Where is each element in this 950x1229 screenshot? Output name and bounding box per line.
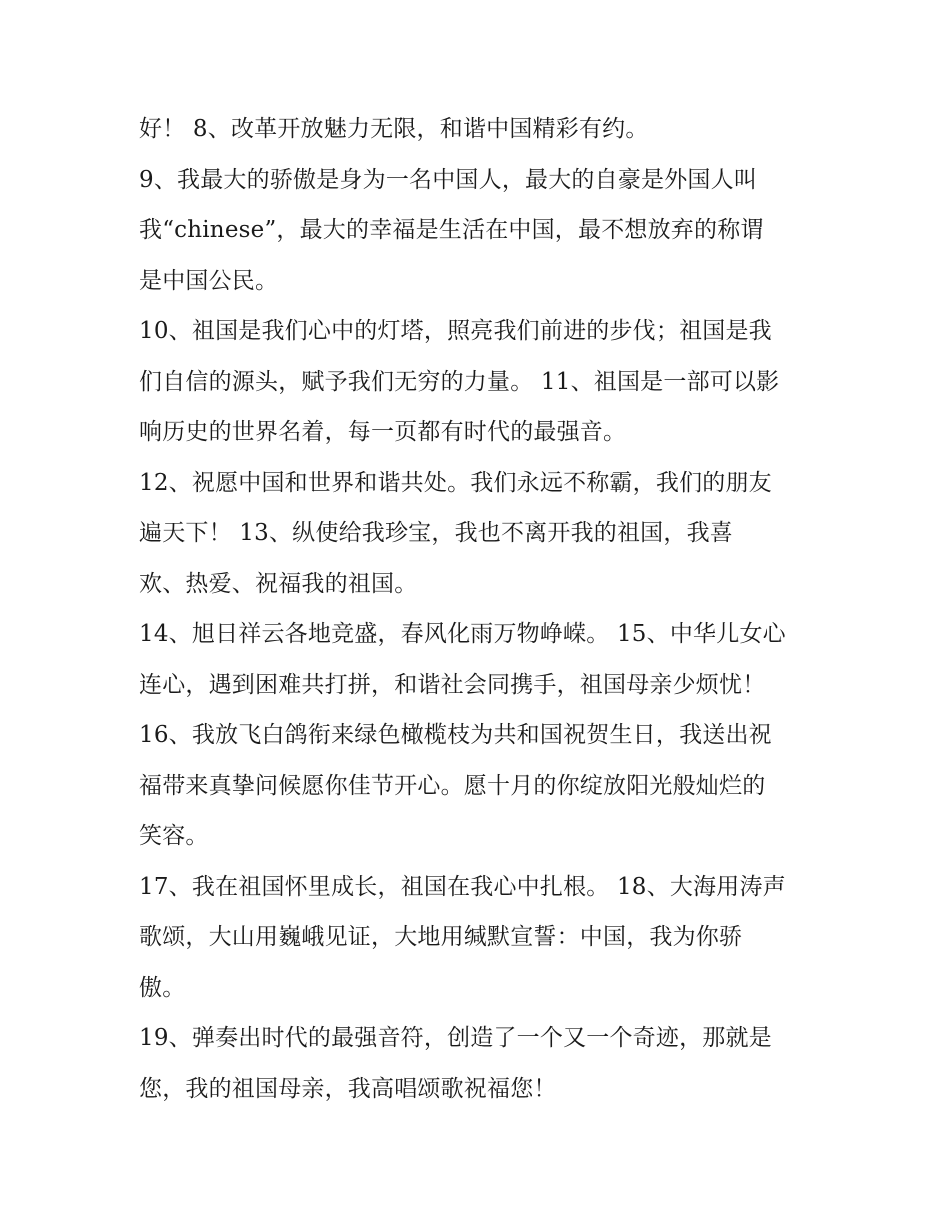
text-line: 19、弹奏出时代的最强音符，创造了一个又一个奇迹，那就是 bbox=[139, 1025, 772, 1051]
text-line: 9、我最大的骄傲是身为一名中国人，最大的自豪是外国人叫 bbox=[139, 166, 758, 193]
text-line: 10、祖国是我们心中的灯塔，照亮我们前进的步伐；祖国是我 bbox=[139, 318, 772, 344]
text-line: 响历史的世界名着，每一页都有时代的最强音。 bbox=[139, 419, 627, 445]
text-line: 17、我在祖国怀里成长，祖国在我心中扎根。 18、大海用涛声 bbox=[139, 873, 786, 900]
text-line: 傲。 bbox=[139, 974, 186, 1001]
text-line: 笑容。 bbox=[139, 823, 209, 849]
text-line: 您，我的祖国母亲，我高唱颂歌祝福您！ bbox=[139, 1075, 557, 1102]
text-line: 欢、热爱、祝福我的祖国。 bbox=[139, 570, 418, 597]
text-line: 连心，遇到困难共打拼，和谐社会同携手，祖国母亲少烦忧！ bbox=[139, 671, 766, 698]
text-line: 我“chinese”，最大的幸福是生活在中国，最不想放弃的称谓 bbox=[139, 217, 764, 243]
document-body bbox=[139, 104, 819, 1114]
text-line: 遍天下！ 13、纵使给我珍宝，我也不离开我的祖国，我喜 bbox=[139, 520, 733, 546]
text-line: 16、我放飞白鸽衔来绿色橄榄枝为共和国祝贺生日，我送出祝 bbox=[139, 722, 772, 748]
text-line: 是中国公民。 bbox=[139, 267, 279, 294]
text-line: 好！ 8、改革开放魅力无限，和谐中国精彩有约。 bbox=[139, 116, 649, 142]
text-line: 14、旭日祥云各地竞盛，春风化雨万物峥嵘。 15、中华儿女心 bbox=[139, 621, 786, 647]
text-line: 福带来真挚问候愿你佳节开心。愿十月的你绽放阳光般灿烂的 bbox=[139, 772, 766, 799]
text-line: 歌颂，大山用巍峨见证，大地用缄默宣誓：中国，我为你骄 bbox=[139, 924, 743, 950]
text-line: 们自信的源头，赋予我们无穷的力量。 11、祖国是一部可以影 bbox=[139, 368, 780, 395]
text-line: 12、祝愿中国和世界和谐共处。我们永远不称霸，我们的朋友 bbox=[139, 469, 772, 496]
